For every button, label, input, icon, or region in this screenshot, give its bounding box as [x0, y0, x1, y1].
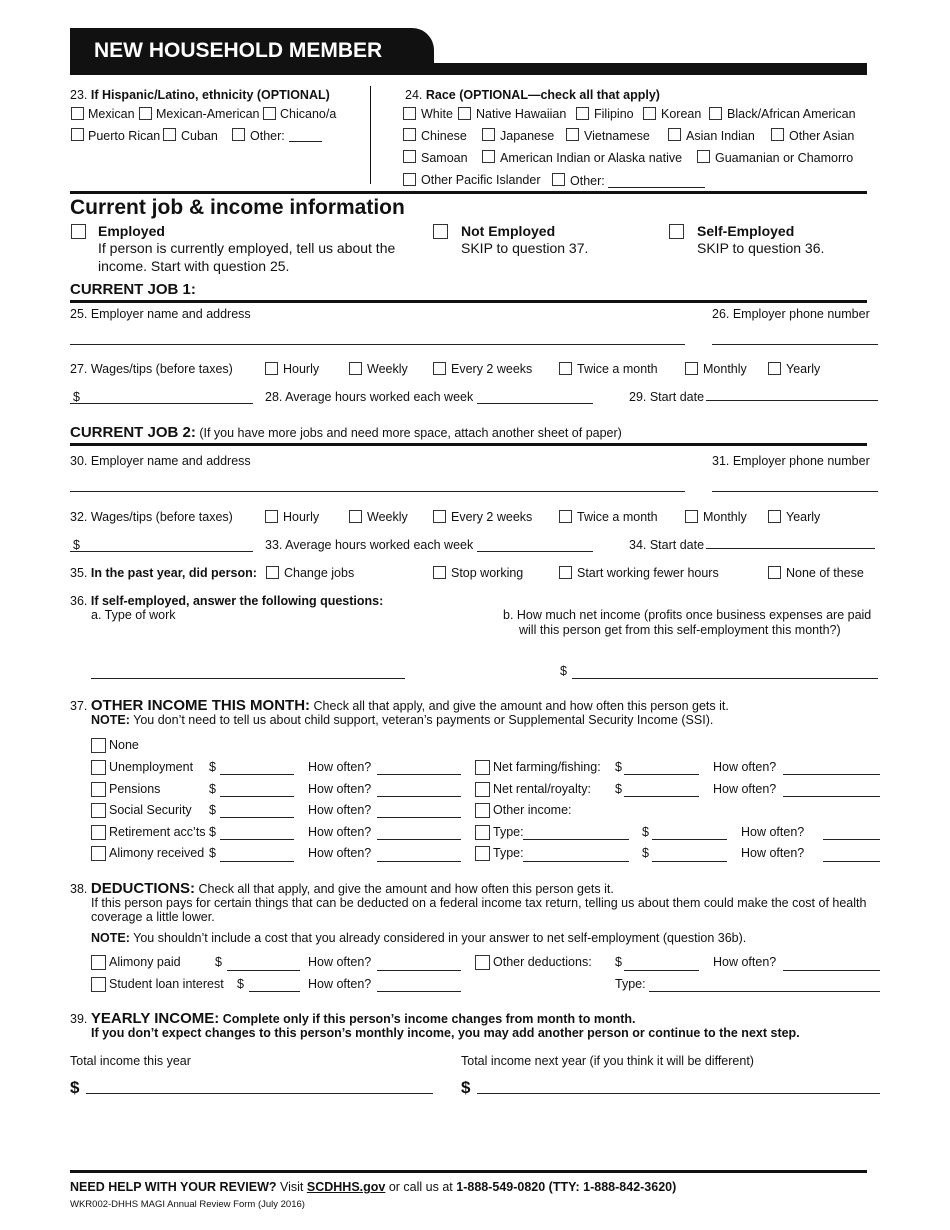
job2-dollar: $ [73, 538, 80, 552]
q39-title: YEARLY INCOME: [90, 1010, 220, 1027]
option-mexican: Mexican [88, 107, 135, 121]
often-line-pensions[interactable] [377, 796, 461, 797]
dollar-other-deductions: $ [615, 955, 622, 969]
often-line-retirement[interactable] [377, 839, 461, 840]
divider-top [70, 191, 867, 194]
often-student-loan: How often? [308, 977, 372, 991]
job1-rule [70, 300, 867, 303]
q38-num: 38. [70, 882, 88, 896]
checkbox-american-indian[interactable] [482, 150, 495, 163]
checkbox-not-employed[interactable] [433, 224, 448, 239]
checkbox-other-asian[interactable] [771, 128, 784, 141]
q35-num: 35. [70, 566, 88, 580]
job2-note: (If you have more jobs and need more space, attach another sheet of paper) [199, 426, 622, 440]
job1-twice-checkbox[interactable] [559, 362, 572, 375]
income-next-year-line[interactable] [477, 1093, 880, 1094]
job2-phone-label: 31. Employer phone number [712, 454, 870, 468]
often-line-net-farming[interactable] [783, 774, 880, 775]
type-line-deductions[interactable] [649, 991, 880, 992]
q24-title: Race (OPTIONAL—check all that apply) [425, 88, 660, 102]
q37-title: OTHER INCOME THIS MONTH: [90, 697, 311, 714]
dollar-other-type-2: $ [642, 846, 649, 860]
q23-label [70, 88, 330, 102]
amount-net-farming[interactable] [624, 774, 699, 775]
other-ethnicity-line[interactable] [289, 141, 322, 142]
job1-hours-line[interactable] [477, 403, 593, 404]
amount-alimony-received[interactable] [220, 861, 294, 862]
dollar-net-rental: $ [615, 782, 622, 796]
q35-title: In the past year, did person: [90, 566, 257, 580]
q35-label [70, 566, 257, 580]
checkbox-pensions[interactable] [91, 782, 106, 797]
job2-weekly-checkbox[interactable] [349, 510, 362, 523]
checkbox-none-of-these[interactable] [768, 566, 781, 579]
page-title: NEW HOUSEHOLD MEMBER [94, 39, 383, 62]
job1-yearly: Yearly [786, 362, 821, 376]
amount-unemployment[interactable] [220, 774, 294, 775]
checkbox-asian-indian[interactable] [668, 128, 681, 141]
checkbox-stop-working[interactable] [433, 566, 446, 579]
checkbox-native-hawaiian[interactable] [458, 107, 471, 120]
checkbox-puerto-rican[interactable] [71, 128, 84, 141]
footer-phone: 1-888-549-0820 (TTY: 1-888-842-3620) [456, 1180, 677, 1194]
checkbox-net-farming[interactable] [475, 760, 490, 775]
q37-header [70, 697, 729, 714]
option-none-of-these: None of these [786, 566, 864, 580]
dollar-other-type-1: $ [642, 825, 649, 839]
job1-wages-label: 27. Wages/tips (before taxes) [70, 362, 233, 376]
q37-note-text: You don’t need to tell us about child support, veteran’s payments or Supplemental Security Income (SSI). [133, 713, 714, 727]
section-title-jobs: Current job & income information [70, 196, 405, 219]
job1-phone-label: 26. Employer phone number [712, 307, 870, 321]
dollar-alimony-received: $ [209, 846, 216, 860]
checkbox-employed[interactable] [71, 224, 86, 239]
label-deduction-type: Type: [615, 977, 646, 991]
amount-other-type-1[interactable] [652, 839, 727, 840]
often-line-unemployment[interactable] [377, 774, 461, 775]
footer-visit: Visit [280, 1180, 304, 1194]
q24-label [405, 88, 660, 102]
often-line-other-deductions[interactable] [783, 970, 880, 971]
option-puerto-rican: Puerto Rican [88, 129, 161, 143]
q23-title: If Hispanic/Latino, ethnicity (OPTIONAL) [90, 88, 330, 102]
job2-header [70, 424, 622, 441]
job2-monthly: Monthly [703, 510, 747, 524]
checkbox-samoan[interactable] [403, 150, 416, 163]
q38-para-1: If this person pays for certain things that can be deducted on a federal income tax return, telling us about them could make the cost of health [91, 896, 867, 910]
option-white: White [421, 107, 453, 121]
q36-net-income-2: will this person get from this self-employment this month?) [519, 623, 841, 637]
option-other-pacific: Other Pacific Islander [421, 173, 541, 187]
dollar-income-this-year: $ [70, 1078, 80, 1097]
option-american-indian: American Indian or Alaska native [500, 151, 683, 165]
job2-twice-checkbox[interactable] [559, 510, 572, 523]
amount-other-deductions[interactable] [624, 970, 699, 971]
q36-net-income-1: b. How much net income (profits once business expenses are paid [503, 608, 872, 622]
option-black: Black/African American [727, 107, 856, 121]
job1-every2-checkbox[interactable] [433, 362, 446, 375]
job2-employer-line[interactable] [70, 491, 685, 492]
option-none: None [109, 738, 139, 752]
footer-help-title: NEED HELP WITH YOUR REVIEW? [70, 1180, 277, 1194]
q36-dollar: $ [560, 664, 567, 678]
job1-twice: Twice a month [577, 362, 658, 376]
checkbox-net-rental[interactable] [475, 782, 490, 797]
job2-every2-checkbox[interactable] [433, 510, 446, 523]
label-other-deductions: Other deductions: [493, 955, 592, 969]
checkbox-korean[interactable] [643, 107, 656, 120]
job1-title: CURRENT JOB 1: [70, 281, 196, 298]
often-line-student-loan[interactable] [377, 991, 461, 992]
checkbox-japanese[interactable] [482, 128, 495, 141]
job1-employer-line[interactable] [70, 344, 685, 345]
often-other-deductions: How often? [713, 955, 777, 969]
option-fewer-hours: Start working fewer hours [577, 566, 719, 580]
checkbox-other-ethnicity[interactable] [232, 128, 245, 141]
checkbox-guamanian[interactable] [697, 150, 710, 163]
q24-num: 24. [405, 88, 423, 102]
job2-weekly: Weekly [367, 510, 408, 524]
job1-start-line[interactable] [706, 400, 878, 401]
checkbox-black[interactable] [709, 107, 722, 120]
self-employed-label: Self-Employed [697, 223, 795, 239]
option-other-race: Other: [570, 174, 605, 188]
label-income-this-year: Total income this year [70, 1054, 191, 1068]
often-line-alimony-paid[interactable] [377, 970, 461, 971]
job2-title: CURRENT JOB 2: [70, 424, 196, 441]
checkbox-filipino[interactable] [576, 107, 589, 120]
checkbox-other-income[interactable] [475, 803, 490, 818]
footer-site-link[interactable]: SCDHHS.gov [306, 1180, 386, 1194]
label-alimony-paid: Alimony paid [109, 955, 181, 969]
amount-pensions[interactable] [220, 796, 294, 797]
employed-desc-1: If person is currently employed, tell us about the [98, 240, 396, 256]
often-line-net-rental[interactable] [783, 796, 880, 797]
q23-q24-divider [370, 86, 371, 184]
label-other-type-2: Type: [493, 846, 524, 860]
label-net-farming: Net farming/fishing: [493, 760, 601, 774]
often-line-alimony-received[interactable] [377, 861, 461, 862]
option-native-hawaiian: Native Hawaiian [476, 107, 567, 121]
q37-num: 37. [70, 699, 88, 713]
dollar-pensions: $ [209, 782, 216, 796]
option-japanese: Japanese [500, 129, 555, 143]
option-samoan: Samoan [421, 151, 468, 165]
q37-note-label: NOTE: [91, 713, 130, 727]
q39-num: 39. [70, 1012, 88, 1026]
often-net-rental: How often? [713, 782, 777, 796]
label-unemployment: Unemployment [109, 760, 194, 774]
job1-wages-line[interactable] [70, 403, 253, 404]
job2-start-line[interactable] [706, 548, 875, 549]
often-line-other-type-1[interactable] [823, 839, 880, 840]
job2-phone-line[interactable] [712, 491, 878, 492]
often-other-type-1: How often? [741, 825, 805, 839]
job1-employer-label: 25. Employer name and address [70, 307, 251, 321]
q37-desc: Check all that apply, and give the amount and how often this person gets it. [313, 699, 729, 713]
label-retirement: Retirement acc’ts $ [109, 825, 216, 839]
label-alimony-received: Alimony received [109, 846, 205, 860]
job2-yearly: Yearly [786, 510, 821, 524]
not-employed-desc: SKIP to question 37. [461, 240, 589, 256]
job1-monthly-checkbox[interactable] [685, 362, 698, 375]
job1-weekly: Weekly [367, 362, 408, 376]
self-employed-desc: SKIP to question 36. [697, 240, 825, 256]
q36-label [70, 594, 383, 608]
amount-net-rental[interactable] [624, 796, 699, 797]
checkbox-chinese[interactable] [403, 128, 416, 141]
checkbox-chicano[interactable] [263, 107, 276, 120]
job2-hours-label: 33. Average hours worked each week [265, 538, 474, 552]
job1-monthly: Monthly [703, 362, 747, 376]
job2-monthly-checkbox[interactable] [685, 510, 698, 523]
checkbox-mexican-american[interactable] [139, 107, 152, 120]
amount-retirement[interactable] [220, 839, 294, 840]
job2-hourly: Hourly [283, 510, 320, 524]
type-line-2[interactable] [523, 861, 629, 862]
often-net-farming: How often? [713, 760, 777, 774]
checkbox-none[interactable] [91, 738, 106, 753]
checkbox-retirement[interactable] [91, 825, 106, 840]
q38-note [91, 931, 746, 945]
option-mexican-american: Mexican-American [156, 107, 260, 121]
checkbox-change-jobs[interactable] [266, 566, 279, 579]
job2-every2: Every 2 weeks [451, 510, 533, 524]
type-line-1[interactable] [523, 839, 629, 840]
amount-social-security[interactable] [220, 817, 294, 818]
option-vietnamese: Vietnamese [584, 129, 650, 143]
job2-hourly-checkbox[interactable] [265, 510, 278, 523]
amount-alimony-paid[interactable] [227, 970, 300, 971]
job1-weekly-checkbox[interactable] [349, 362, 362, 375]
dollar-net-farming: $ [615, 760, 622, 774]
income-this-year-line[interactable] [86, 1093, 433, 1094]
label-other-type-1: Type: [493, 825, 524, 839]
q38-header [70, 880, 614, 897]
checkbox-white[interactable] [403, 107, 416, 120]
q39-desc-2: If you don’t expect changes to this person’s monthly income, you may add another person or continue to the next step. [91, 1026, 800, 1040]
label-pensions: Pensions [109, 782, 161, 796]
often-pensions: How often? [308, 782, 372, 796]
q38-desc: Check all that apply, and give the amount and how often this person gets it. [198, 882, 614, 896]
checkbox-fewer-hours[interactable] [559, 566, 572, 579]
checkbox-mexican[interactable] [71, 107, 84, 120]
option-change-jobs: Change jobs [284, 566, 355, 580]
label-income-next-year: Total income next year (if you think it will be different) [461, 1054, 754, 1068]
job1-hourly-checkbox[interactable] [265, 362, 278, 375]
option-filipino: Filipino [594, 107, 634, 121]
checkbox-other-race[interactable] [552, 173, 565, 186]
option-other-ethnicity: Other: [250, 129, 285, 143]
job2-wages-line[interactable] [70, 551, 253, 552]
option-chinese: Chinese [421, 129, 467, 143]
label-social-security: Social Security [109, 803, 192, 817]
often-alimony-received: How often? [308, 846, 372, 860]
often-other-type-2: How often? [741, 846, 805, 860]
checkbox-other-type-2[interactable] [475, 846, 490, 861]
footer-rule [70, 1170, 867, 1173]
q36-num: 36. [70, 594, 88, 608]
option-chicano: Chicano/a [280, 107, 337, 121]
employed-desc-2: income. Start with question 25. [98, 258, 290, 274]
checkbox-student-loan[interactable] [91, 977, 106, 992]
checkbox-cuban[interactable] [163, 128, 176, 141]
job1-dollar: $ [73, 390, 80, 404]
q36-type-of-work: a. Type of work [91, 608, 176, 622]
q23-num: 23. [70, 88, 88, 102]
amount-other-type-2[interactable] [652, 861, 727, 862]
often-line-other-type-2[interactable] [823, 861, 880, 862]
form-id: WKR002-DHHS MAGI Annual Review Form (July 2016) [70, 1199, 305, 1210]
checkbox-social-security[interactable] [91, 803, 106, 818]
dollar-income-next-year: $ [461, 1078, 471, 1097]
checkbox-vietnamese[interactable] [566, 128, 579, 141]
job1-yearly-checkbox[interactable] [768, 362, 781, 375]
job1-hours-label: 28. Average hours worked each week [265, 390, 474, 404]
dollar-student-loan: $ [237, 977, 244, 991]
checkbox-other-deductions[interactable] [475, 955, 490, 970]
label-net-rental: Net rental/royalty: [493, 782, 591, 796]
q39-header [70, 1010, 635, 1027]
checkbox-other-pacific[interactable] [403, 173, 416, 186]
checkbox-alimony-paid[interactable] [91, 955, 106, 970]
label-student-loan: Student loan interest [109, 977, 224, 991]
option-stop-working: Stop working [451, 566, 524, 580]
q36-type-line[interactable] [91, 678, 405, 679]
dollar-unemployment: $ [209, 760, 216, 774]
often-unemployment: How often? [308, 760, 372, 774]
job1-every2: Every 2 weeks [451, 362, 533, 376]
job2-start-label: 34. Start date [629, 538, 705, 552]
checkbox-self-employed[interactable] [669, 224, 684, 239]
checkbox-alimony-received[interactable] [91, 846, 106, 861]
amount-student-loan[interactable] [249, 991, 300, 992]
job2-hours-line[interactable] [477, 551, 593, 552]
checkbox-unemployment[interactable] [91, 760, 106, 775]
employed-label: Employed [98, 223, 165, 239]
q38-title: DEDUCTIONS: [90, 880, 196, 897]
job1-start-label: 29. Start date [629, 390, 705, 404]
often-social-security: How often? [308, 803, 372, 817]
option-asian-indian: Asian Indian [686, 129, 755, 143]
q36-income-line[interactable] [572, 678, 878, 679]
q36-title: If self-employed, answer the following questions: [90, 594, 384, 608]
not-employed-label: Not Employed [461, 223, 556, 239]
job2-rule [70, 443, 867, 446]
q38-note-text: You shouldn’t include a cost that you already considered in your answer to net self-employment (question 36b). [133, 931, 747, 945]
job2-yearly-checkbox[interactable] [768, 510, 781, 523]
job1-phone-line[interactable] [712, 344, 878, 345]
q39-desc: Complete only if this person’s income changes from month to month. [222, 1012, 636, 1026]
job2-twice: Twice a month [577, 510, 658, 524]
often-retirement: How often? [308, 825, 372, 839]
job2-wages-label: 32. Wages/tips (before taxes) [70, 510, 233, 524]
often-alimony-paid: How often? [308, 955, 372, 969]
footer-help [70, 1180, 676, 1194]
dollar-alimony-paid: $ [215, 955, 222, 969]
q38-para-2: coverage a little lower. [91, 910, 215, 924]
job2-employer-label: 30. Employer name and address [70, 454, 251, 468]
job1-hourly: Hourly [283, 362, 320, 376]
option-other-asian: Other Asian [789, 129, 855, 143]
checkbox-other-type-1[interactable] [475, 825, 490, 840]
q38-note-label: NOTE: [91, 931, 130, 945]
option-cuban: Cuban [181, 129, 218, 143]
dollar-social-security: $ [209, 803, 216, 817]
option-guamanian: Guamanian or Chamorro [715, 151, 854, 165]
often-line-social-security[interactable] [377, 817, 461, 818]
option-korean: Korean [661, 107, 702, 121]
footer-call: or call us at [388, 1180, 453, 1194]
label-other-income: Other income: [493, 803, 572, 817]
q37-note [91, 713, 713, 727]
other-race-line[interactable] [608, 187, 705, 188]
